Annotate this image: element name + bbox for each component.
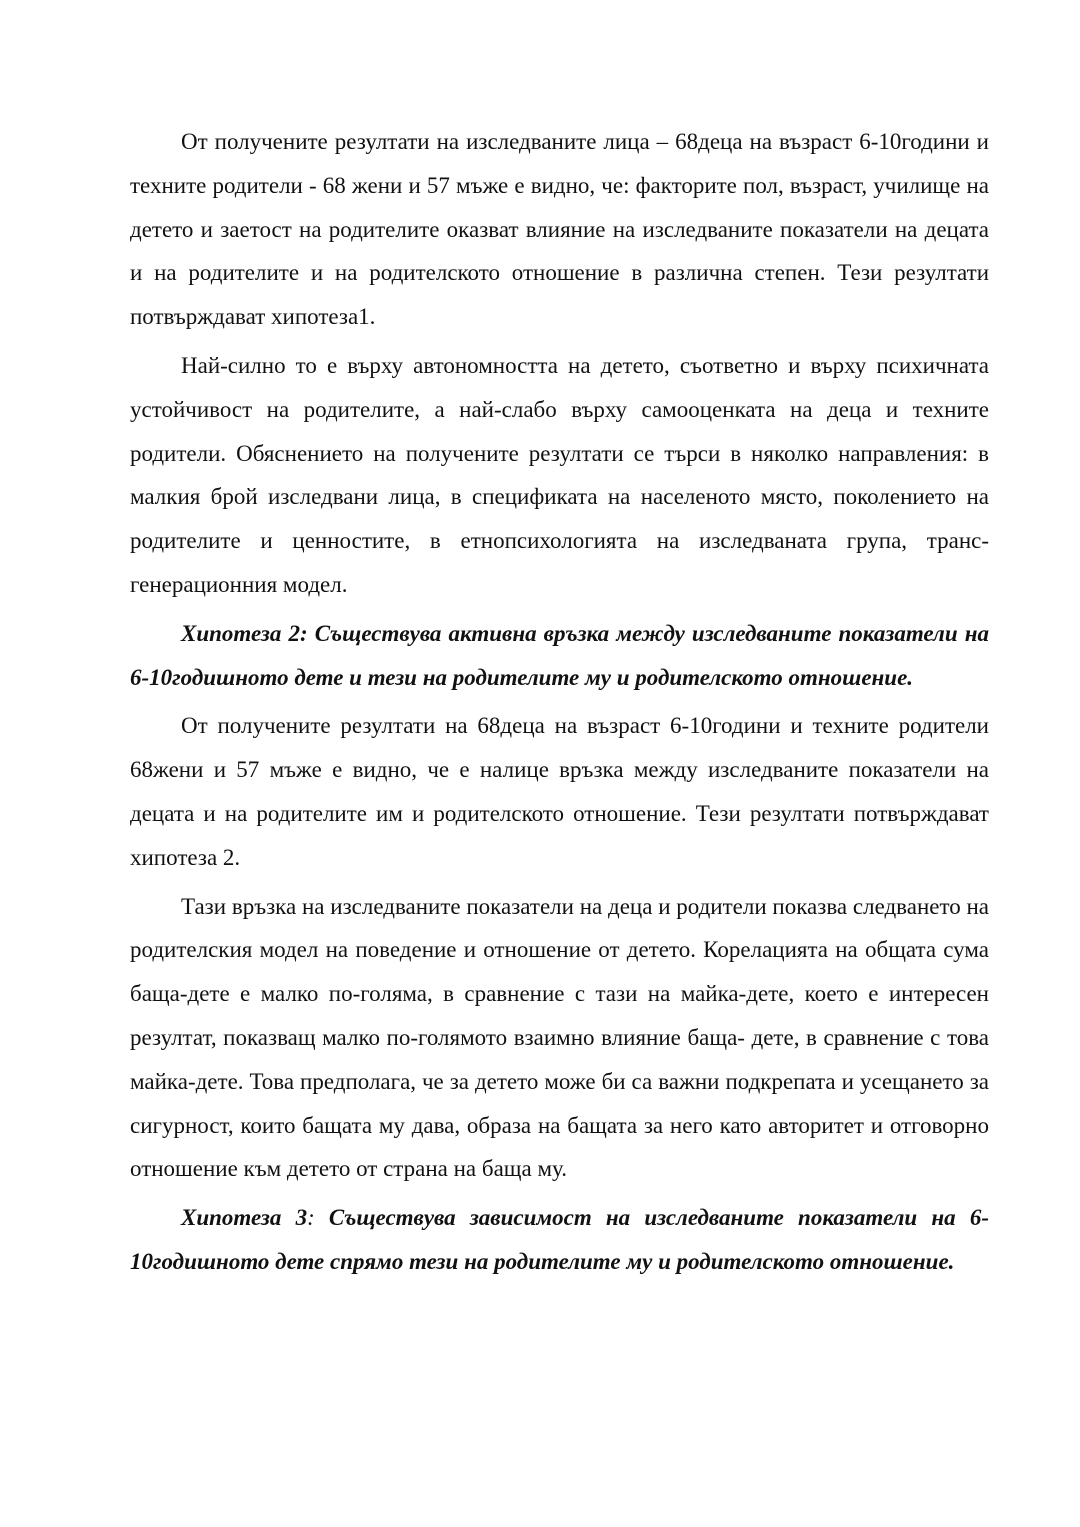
hypothesis-3-text: Съществува зависимост на изследваните показатели на 6-10годишното дете спрямо тези на родителите му и родителското отношение. xyxy=(130,1205,989,1274)
document-page xyxy=(130,120,989,1284)
heading-hypothesis-2: Хипотеза 2: Съществува активна връзка между изследваните показатели на 6-10годишното дете и тези на родителите му и родителското отношение. xyxy=(130,620,989,690)
paragraph-hypothesis-2-results: От получените резултати на 68деца на възраст 6-10години и техните родители 68жени и 57 мъже е видно, че е налице връзка между изследваните показатели на децата и на родителите им и родителското отношение. Тези резултати потвърждават хипотеза 2. xyxy=(130,713,989,870)
paragraph-explanation: Най-силно то е върху автономността на детето, съответно и върху психичната устойчивост на родителите, а най-слабо върху самооценката на деца и техните родители. Обяснението на получените резултати се търси в няколко направления: в малкия брой изследвани лица, в спецификата на населеното място, поколението на родителите и ценностите, в етнопсихологията на изследваната група, транс-генерационния модел. xyxy=(130,352,989,597)
hypothesis-3-colon: : xyxy=(307,1205,315,1231)
paragraph-hypothesis-1-results: От получените резултати на изследваните лица – 68деца на възраст 6-10години и техните родители - 68 жени и 57 мъже е видно, че: факторите пол, възраст, училище на детето и заетост на родителите оказват влияние на изследваните показатели на децата и на родителите и на родителското отношение в различна степен. Тези резултати потвърждават хипотеза1. xyxy=(130,129,989,330)
paragraph-father-child-correlation: Тази връзка на изследваните показатели на деца и родители показва следването на родителския модел на поведение и отношение от детето. Корелацията на общата сума баща-дете е малко по-голяма, в сравнение с тази на майка-дете, което е интересен резултат, показващ малко по-голямото взаимно влияние баща- дете, в сравнение с това майка-дете. Това предполага, че за детето може би са важни подкрепата и усещането за сигурност, които бащата му дава, образа на бащата за него като авторитет и отговорно отношение към детето от страна на баща му. xyxy=(130,893,989,1182)
heading-hypothesis-3 xyxy=(130,1196,989,1284)
hypothesis-3-label: Хипотеза 3 xyxy=(181,1205,308,1231)
